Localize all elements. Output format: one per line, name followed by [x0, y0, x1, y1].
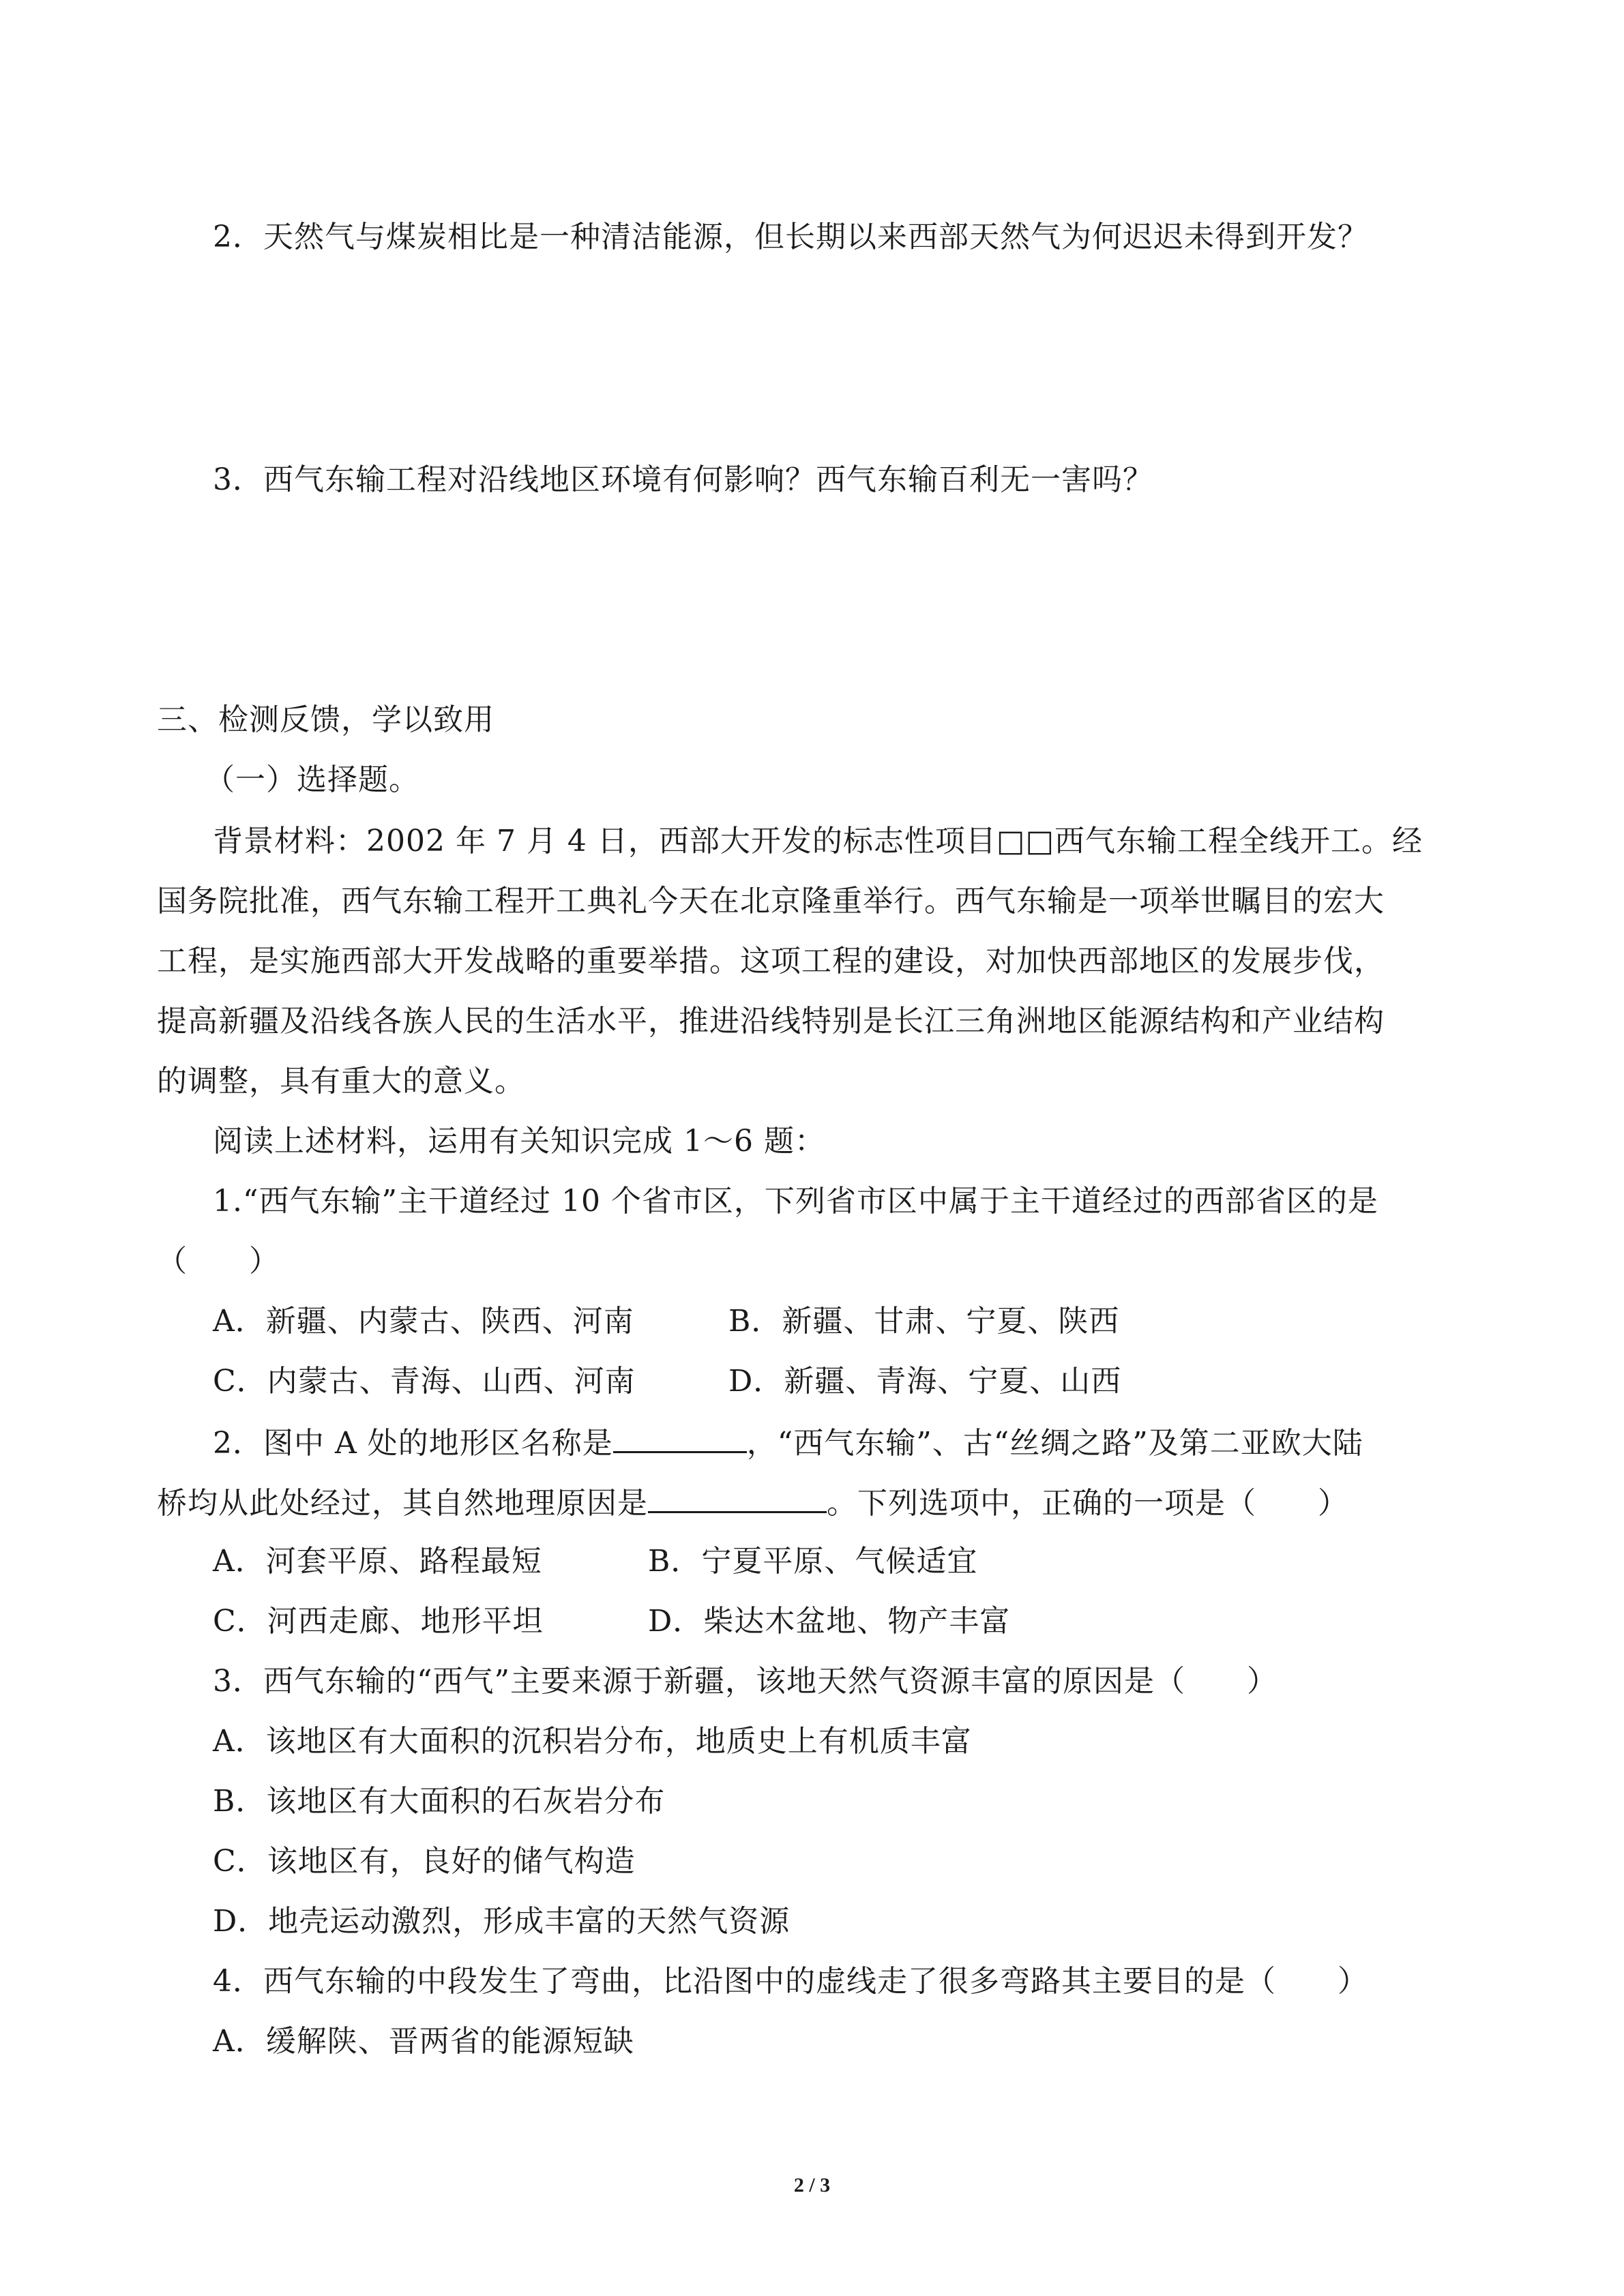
q1-option-d: D．新疆、青海、宁夏、山西 — [728, 1364, 1122, 1399]
q2-option-d: D．柴达木盆地、物产丰富 — [648, 1604, 1011, 1639]
page-number: 2 / 3 — [793, 2174, 831, 2196]
instruction: 阅读上述材料，运用有关知识完成 1～6 题： — [213, 1124, 825, 1159]
q3-option-a: A．该地区有大面积的沉积岩分布，地质史上有机质丰富 — [213, 1724, 972, 1759]
q1-option-c: C．内蒙古、青海、山西、河南 — [213, 1364, 636, 1399]
q2-stem-part-c: 桥均从此处经过，其自然地理原因是 — [157, 1486, 648, 1521]
q3-stem: 3．西气东输的“西气”主要来源于新疆，该地天然气资源丰富的原因是（ ） — [213, 1664, 1278, 1699]
q2-option-b: B．宁夏平原、气候适宜 — [648, 1544, 978, 1579]
q4-stem: 4．西气东输的中段发生了弯曲，比沿图中的虚线走了很多弯路其主要目的是（ ） — [213, 1964, 1368, 1999]
q2-stem-line-1 — [213, 1421, 1363, 1464]
q1-stem: 1.“西气东输”主干道经过 10 个省市区，下列省市区中属于主干道经过的西部省区的是 — [213, 1184, 1378, 1219]
question-3-top: 3．西气东输工程对沿线地区环境有何影响？西气东输百利无一害吗？ — [213, 462, 1153, 497]
background-line-5: 的调整，具有重大的意义。 — [157, 1064, 525, 1099]
background-line-3: 工程，是实施西部大开发战略的重要举措。这项工程的建设，对加快西部地区的发展步伐， — [157, 944, 1385, 979]
q3-option-d: D．地壳运动激烈，形成丰富的天然气资源 — [213, 1904, 791, 1939]
background-line-1: 背景材料：2002 年 7 月 4 日，西部大开发的标志性项目□□西气东输工程全线开工。经 — [213, 824, 1423, 859]
q2-stem-line-2 — [157, 1481, 1348, 1524]
q2-option-c: C．河西走廊、地形平坦 — [213, 1604, 544, 1639]
q2-option-a: A．河套平原、路程最短 — [213, 1544, 542, 1579]
q2-stem-part-d: 。下列选项中，正确的一项是（ ） — [827, 1486, 1348, 1521]
q2-stem-part-a: 2．图中 A 处的地形区名称是 — [213, 1426, 613, 1461]
question-2-top: 2．天然气与煤炭相比是一种清洁能源，但长期以来西部天然气为何迟迟未得到开发？ — [213, 220, 1368, 254]
q1-option-a: A．新疆、内蒙古、陕西、河南 — [213, 1304, 634, 1339]
q1-option-b: B．新疆、甘肃、宁夏、陕西 — [728, 1304, 1120, 1339]
q2-blank-1 — [613, 1421, 747, 1453]
q2-stem-part-b: ，“西气东输”、古“丝绸之路”及第二亚欧大陆 — [746, 1426, 1363, 1461]
q2-blank-2 — [648, 1481, 827, 1513]
q3-option-c: C．该地区有，良好的储气构造 — [213, 1844, 636, 1879]
q4-option-a: A．缓解陕、晋两省的能源短缺 — [213, 2024, 634, 2059]
sub-heading: （一）选择题。 — [205, 762, 419, 797]
q3-option-b: B．该地区有大面积的石灰岩分布 — [213, 1784, 666, 1819]
q1-paren: （ ） — [157, 1244, 280, 1279]
section-heading: 三、检测反馈，学以致用 — [157, 702, 494, 737]
background-line-4: 提高新疆及沿线各族人民的生活水平，推进沿线特别是长江三角洲地区能源结构和产业结构 — [157, 1004, 1385, 1039]
background-line-2: 国务院批准，西气东输工程开工典礼今天在北京隆重举行。西气东输是一项举世瞩目的宏大 — [157, 884, 1385, 919]
